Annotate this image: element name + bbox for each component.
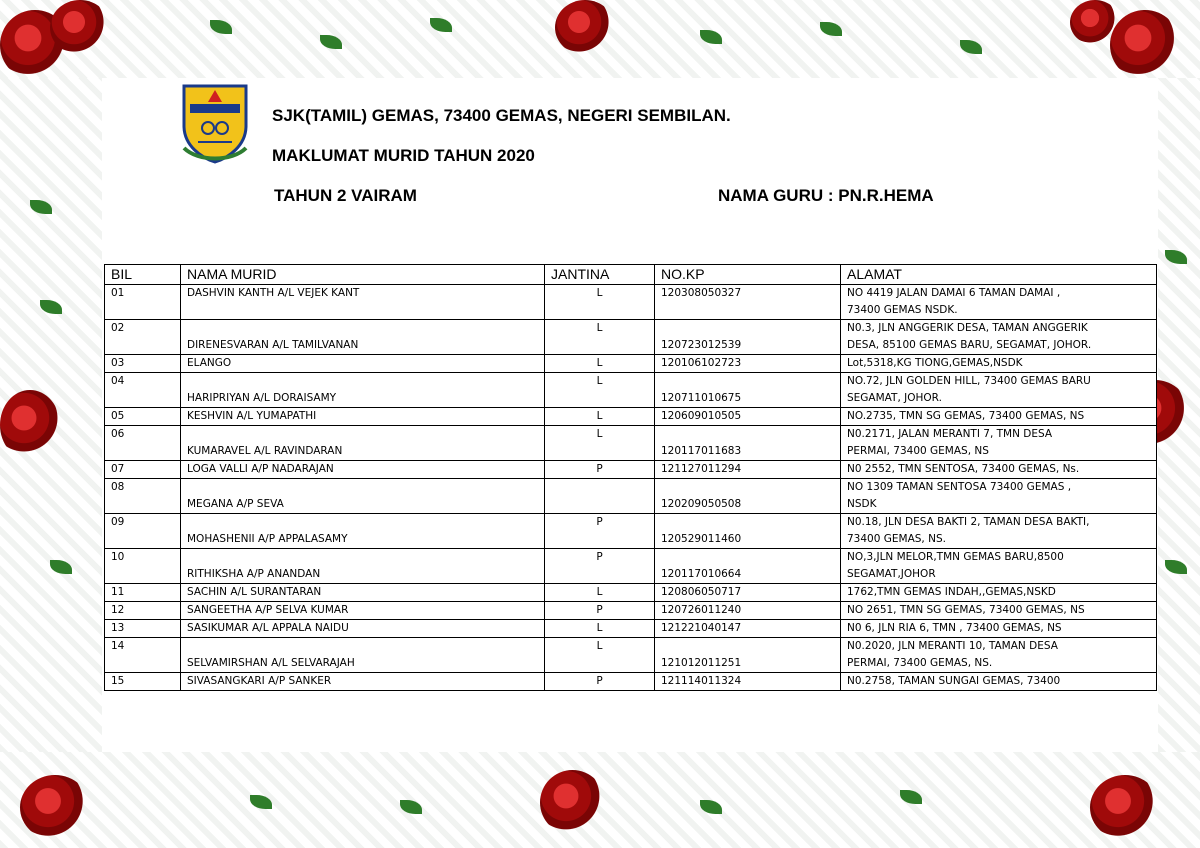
student-table xyxy=(104,264,1157,691)
alamat-line-1: NO 2651, TMN SG GEMAS, 73400 GEMAS, NS xyxy=(847,604,1085,616)
table-row xyxy=(105,461,1157,479)
cell-bil: 09 xyxy=(105,514,181,549)
rose-decoration xyxy=(1090,775,1160,840)
alamat-line-2: PERMAI, 73400 GEMAS, NS xyxy=(847,445,989,457)
table-row xyxy=(105,408,1157,426)
page-subtitle: MAKLUMAT MURID TAHUN 2020 xyxy=(272,146,535,165)
cell-jantina: L xyxy=(545,584,655,602)
cell-jantina xyxy=(545,479,655,514)
alamat-line-2: SEGAMAT, JOHOR. xyxy=(847,392,942,404)
alamat-line-2: NSDK xyxy=(847,498,877,510)
cell-nama: DIRENESVARAN A/L TAMILVANAN xyxy=(181,320,545,355)
cell-nokp: 120308050327 xyxy=(655,285,841,320)
cell-nokp: 120529011460 xyxy=(655,514,841,549)
cell-nama: MOHASHENII A/P APPALASAMY xyxy=(181,514,545,549)
table-row xyxy=(105,602,1157,620)
alamat-line-1: NO 1309 TAMAN SENTOSA 73400 GEMAS , xyxy=(847,481,1072,493)
cell-jantina: L xyxy=(545,426,655,461)
cell-bil: 14 xyxy=(105,638,181,673)
rose-decoration xyxy=(1070,0,1120,45)
cell-bil: 03 xyxy=(105,355,181,373)
cell-alamat xyxy=(841,285,1157,320)
alamat-line-2: DESA, 85100 GEMAS BARU, SEGAMAT, JOHOR. xyxy=(847,339,1092,351)
cell-alamat xyxy=(841,620,1157,638)
table-row xyxy=(105,285,1157,320)
cell-nokp: 120209050508 xyxy=(655,479,841,514)
alamat-line-1: NO.2735, TMN SG GEMAS, 73400 GEMAS, NS xyxy=(847,410,1085,422)
cell-bil: 04 xyxy=(105,373,181,408)
column-header-alamat: ALAMAT xyxy=(841,265,1157,285)
cell-bil: 11 xyxy=(105,584,181,602)
alamat-line-1: NO,3,JLN MELOR,TMN GEMAS BARU,8500 xyxy=(847,551,1064,563)
column-header-bil: BIL xyxy=(105,265,181,285)
class-name: TAHUN 2 VAIRAM xyxy=(274,186,417,205)
alamat-line-1: N0 6, JLN RIA 6, TMN , 73400 GEMAS, NS xyxy=(847,622,1062,634)
cell-jantina: L xyxy=(545,408,655,426)
alamat-line-1: N0.3, JLN ANGGERIK DESA, TAMAN ANGGERIK xyxy=(847,322,1088,334)
cell-jantina: L xyxy=(545,373,655,408)
cell-nokp: 121127011294 xyxy=(655,461,841,479)
cell-nama: RITHIKSHA A/P ANANDAN xyxy=(181,549,545,584)
cell-nama: MEGANA A/P SEVA xyxy=(181,479,545,514)
alamat-line-1: 1762,TMN GEMAS INDAH,,GEMAS,NSKD xyxy=(847,586,1056,598)
table-row xyxy=(105,320,1157,355)
alamat-line-1: N0.2020, JLN MERANTI 10, TAMAN DESA xyxy=(847,640,1058,652)
cell-jantina: L xyxy=(545,355,655,373)
cell-alamat xyxy=(841,320,1157,355)
cell-alamat xyxy=(841,549,1157,584)
cell-bil: 05 xyxy=(105,408,181,426)
table-row xyxy=(105,373,1157,408)
cell-nokp: 120723012539 xyxy=(655,320,841,355)
alamat-line-2: SEGAMAT,JOHOR xyxy=(847,568,936,580)
rose-decoration xyxy=(1110,10,1180,80)
table-row xyxy=(105,355,1157,373)
cell-nama: DASHVIN KANTH A/L VEJEK KANT xyxy=(181,285,545,320)
cell-alamat xyxy=(841,373,1157,408)
alamat-line-1: N0 2552, TMN SENTOSA, 73400 GEMAS, Ns. xyxy=(847,463,1080,475)
cell-nama: KESHVIN A/L YUMAPATHI xyxy=(181,408,545,426)
cell-nokp: 120726011240 xyxy=(655,602,841,620)
cell-jantina: L xyxy=(545,285,655,320)
alamat-line-1: NO 4419 JALAN DAMAI 6 TAMAN DAMAI , xyxy=(847,287,1061,299)
cell-alamat xyxy=(841,584,1157,602)
rose-decoration xyxy=(20,775,90,840)
cell-nokp: 120117010664 xyxy=(655,549,841,584)
table-header-row xyxy=(105,265,1157,285)
cell-alamat xyxy=(841,514,1157,549)
cell-nama: SACHIN A/L SURANTARAN xyxy=(181,584,545,602)
cell-bil: 02 xyxy=(105,320,181,355)
cell-nokp: 120711010675 xyxy=(655,373,841,408)
alamat-line-2: PERMAI, 73400 GEMAS, NS. xyxy=(847,657,993,669)
cell-jantina: L xyxy=(545,320,655,355)
table-row xyxy=(105,549,1157,584)
cell-jantina: P xyxy=(545,461,655,479)
alamat-line-2: 73400 GEMAS NSDK. xyxy=(847,304,958,316)
cell-nama: SIVASANGKARI A/P SANKER xyxy=(181,673,545,691)
table-row xyxy=(105,638,1157,673)
cell-nokp: 121114011324 xyxy=(655,673,841,691)
cell-alamat xyxy=(841,638,1157,673)
cell-alamat xyxy=(841,479,1157,514)
cell-alamat xyxy=(841,461,1157,479)
column-header-nama: NAMA MURID xyxy=(181,265,545,285)
column-header-nokp: NO.KP xyxy=(655,265,841,285)
cell-alamat xyxy=(841,602,1157,620)
cell-jantina: P xyxy=(545,673,655,691)
cell-alamat xyxy=(841,673,1157,691)
cell-nama: SASIKUMAR A/L APPALA NAIDU xyxy=(181,620,545,638)
table-row xyxy=(105,584,1157,602)
cell-bil: 13 xyxy=(105,620,181,638)
table-row xyxy=(105,620,1157,638)
school-crest-logo xyxy=(178,82,252,164)
alamat-line-1: N0.2171, JALAN MERANTI 7, TMN DESA xyxy=(847,428,1053,440)
cell-jantina: P xyxy=(545,602,655,620)
table-row xyxy=(105,426,1157,461)
cell-bil: 15 xyxy=(105,673,181,691)
cell-alamat xyxy=(841,408,1157,426)
cell-nama: HARIPRIYAN A/L DORAISAMY xyxy=(181,373,545,408)
cell-bil: 06 xyxy=(105,426,181,461)
rose-decoration xyxy=(50,0,110,55)
cell-nokp: 120806050717 xyxy=(655,584,841,602)
cell-nama: SELVAMIRSHAN A/L SELVARAJAH xyxy=(181,638,545,673)
rose-decoration xyxy=(0,390,60,460)
cell-alamat xyxy=(841,355,1157,373)
alamat-line-1: N0.18, JLN DESA BAKTI 2, TAMAN DESA BAKTI, xyxy=(847,516,1090,528)
cell-bil: 07 xyxy=(105,461,181,479)
cell-nama: KUMARAVEL A/L RAVINDARAN xyxy=(181,426,545,461)
cell-jantina: P xyxy=(545,549,655,584)
cell-bil: 10 xyxy=(105,549,181,584)
cell-nama: LOGA VALLI A/P NADARAJAN xyxy=(181,461,545,479)
table-row xyxy=(105,514,1157,549)
alamat-line-1: N0.2758, TAMAN SUNGAI GEMAS, 73400 xyxy=(847,675,1061,687)
cell-bil: 08 xyxy=(105,479,181,514)
cell-bil: 12 xyxy=(105,602,181,620)
cell-nokp: 121012011251 xyxy=(655,638,841,673)
cell-alamat xyxy=(841,426,1157,461)
cell-jantina: L xyxy=(545,620,655,638)
school-title: SJK(TAMIL) GEMAS, 73400 GEMAS, NEGERI SEMBILAN. xyxy=(272,106,731,125)
cell-jantina: L xyxy=(545,638,655,673)
table-row xyxy=(105,673,1157,691)
cell-nokp: 120117011683 xyxy=(655,426,841,461)
table-row xyxy=(105,479,1157,514)
alamat-line-2: 73400 GEMAS, NS. xyxy=(847,533,946,545)
cell-nokp: 120609010505 xyxy=(655,408,841,426)
cell-nama: SANGEETHA A/P SELVA KUMAR xyxy=(181,602,545,620)
rose-decoration xyxy=(555,0,615,55)
alamat-line-1: Lot,5318,KG TIONG,GEMAS,NSDK xyxy=(847,357,1023,369)
cell-jantina: P xyxy=(545,514,655,549)
cell-bil: 01 xyxy=(105,285,181,320)
cell-nokp: 120106102723 xyxy=(655,355,841,373)
cell-nokp: 121221040147 xyxy=(655,620,841,638)
cell-nama: ELANGO xyxy=(181,355,545,373)
column-header-jantina: JANTINA xyxy=(545,265,655,285)
alamat-line-1: NO.72, JLN GOLDEN HILL, 73400 GEMAS BARU xyxy=(847,375,1091,387)
rose-decoration xyxy=(540,770,605,835)
teacher-name: NAMA GURU : PN.R.HEMA xyxy=(718,186,934,205)
